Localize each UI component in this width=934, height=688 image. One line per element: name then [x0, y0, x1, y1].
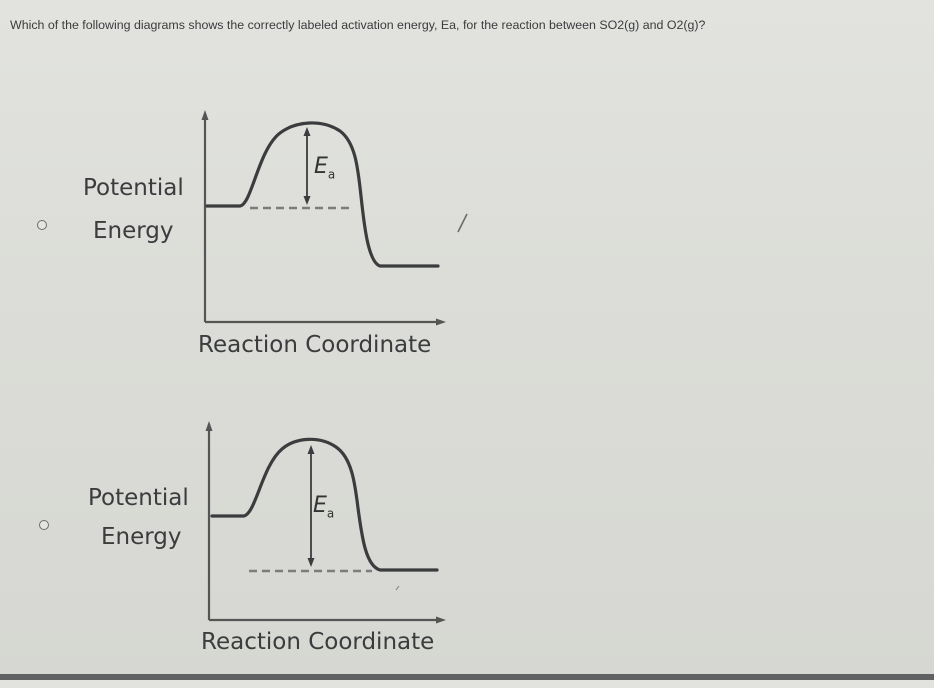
activation-energy-label: $E_a$ [314, 154, 336, 182]
x-axis-arrowhead [436, 319, 446, 326]
y-axis-label-line2: Energy [93, 218, 174, 244]
ea-arrowhead-bottom [308, 558, 315, 567]
y-axis-label-line1: Potential [88, 485, 189, 511]
radio-button-b[interactable] [39, 520, 49, 530]
ea-arrowhead-top [304, 127, 311, 136]
activation-energy-label: $E_a$ [313, 493, 335, 521]
ea-arrowhead-bottom [304, 196, 311, 205]
energy-diagram-b [190, 408, 480, 648]
y-axis-label-line1: Potential [83, 175, 184, 201]
x-axis-label: Reaction Coordinate [198, 332, 432, 358]
y-axis-label-line2: Energy [101, 524, 182, 550]
y-axis-arrowhead [206, 421, 213, 431]
stray-mark [396, 586, 399, 590]
answer-option-b[interactable] [0, 408, 934, 688]
stray-mark [458, 214, 467, 232]
ea-arrowhead-top [308, 445, 315, 454]
x-axis-arrowhead [436, 617, 446, 624]
question-text: Which of the following diagrams shows the correctly labeled activation energy, Ea, for the reaction between SO2(g) and O2(g)? [10, 18, 706, 32]
radio-button-a[interactable] [37, 220, 47, 230]
energy-diagram-a [190, 98, 480, 338]
energy-curve [207, 123, 438, 266]
answer-option-a[interactable] [0, 98, 934, 378]
bottom-edge-bar [0, 674, 934, 680]
y-axis-arrowhead [202, 110, 209, 120]
x-axis-label: Reaction Coordinate [201, 629, 435, 655]
